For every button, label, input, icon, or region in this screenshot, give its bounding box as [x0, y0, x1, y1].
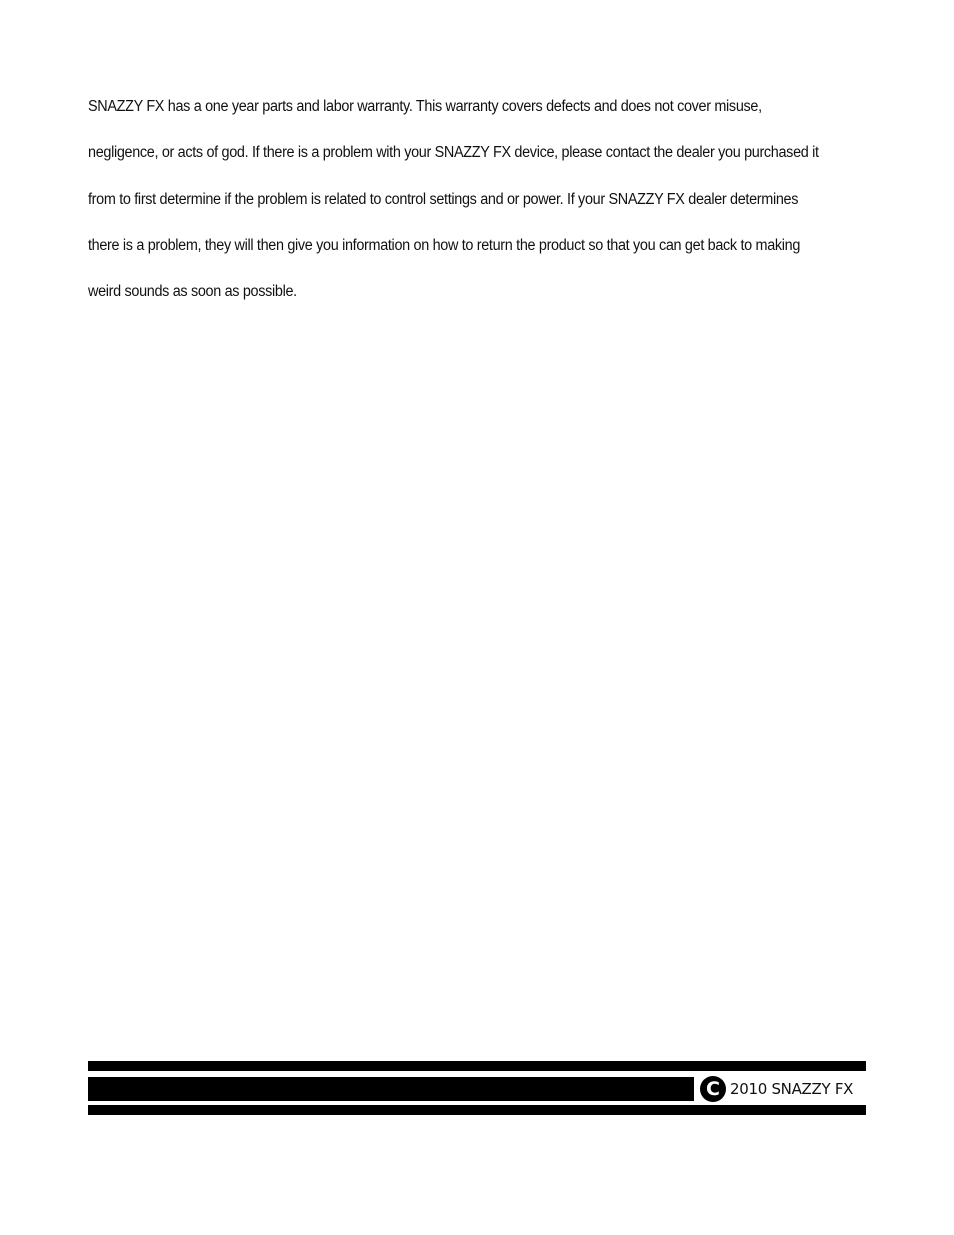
copyright-icon: C [700, 1076, 726, 1102]
footer-bar [88, 1061, 866, 1115]
footer-stripe-top [88, 1061, 866, 1071]
footer-stripe-middle [88, 1077, 694, 1101]
copyright-notice [700, 1075, 853, 1103]
warranty-paragraph: SNAZZY FX has a one year parts and labor warranty. This warranty covers defects and does not cover misuse, negligence, or acts of god. If there is a problem with your SNAZZY FX device, please contact the dealer you purchased it from to first determine if the problem is related to control settings and or power. If your SNAZZY FX dealer determines there is a problem, they will then give you information on how to return the product so that you can get back to making weird sounds as soon as possible. [88, 98, 819, 301]
copyright-text: 2010 SNAZZY FX [730, 1080, 854, 1098]
footer-stripe-bottom [88, 1105, 866, 1115]
